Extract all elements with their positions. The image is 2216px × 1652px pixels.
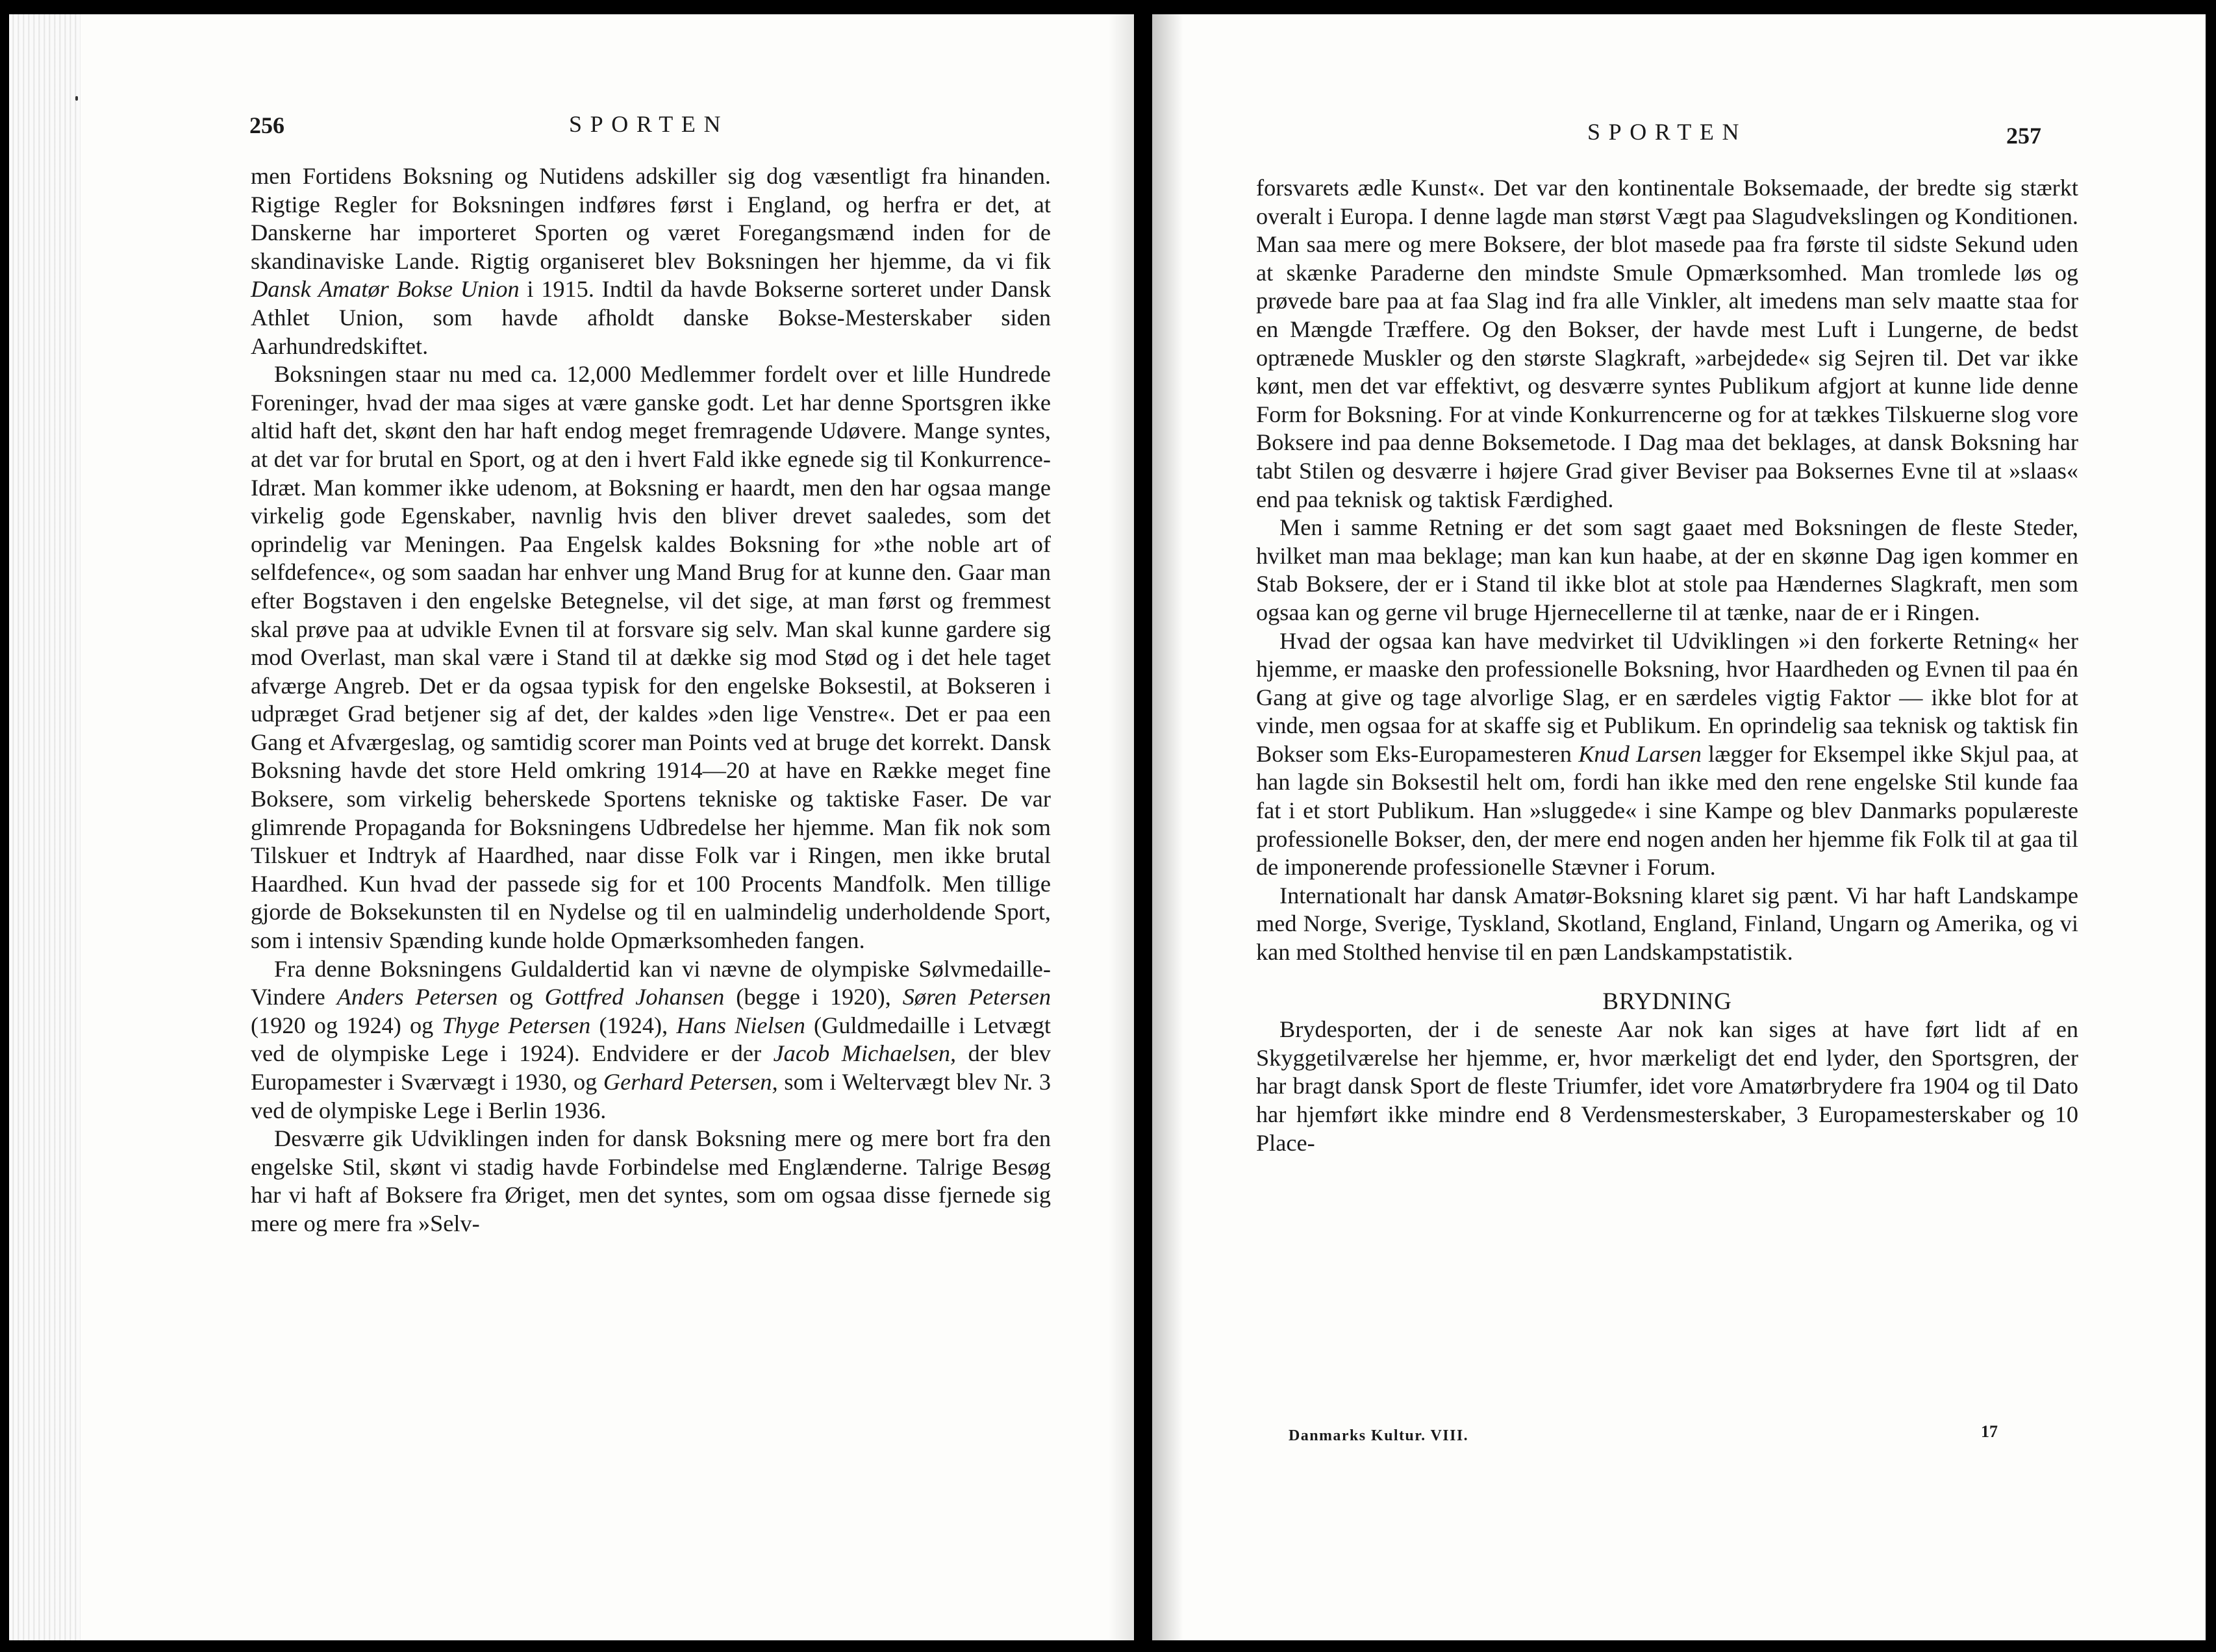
paragraph: Fra denne Boksningens Guldaldertid kan vi nævne de olympiske Sølvmedaille-Vindere Anders Petersen og Gottfred Johansen (begge i 1920), Søren Petersen (1920 og 1924) og Thyge Petersen (1924), Hans Nielsen (Guldmedaille i Letvægt ved de olympiske Lege i 1924). Endvidere er der Jacob Michaelsen, der blev Europamester i Sværvægt i 1930, og Gerhard Petersen, som i Weltervægt blev Nr. 3 ved de olympiske Lege i Berlin 1936. — [251, 955, 1051, 1123]
italic-name: Dansk Amatør Bokse Union — [251, 276, 520, 303]
body-text — [1256, 174, 2078, 1157]
running-head: SPORTEN — [569, 111, 729, 137]
italic-name: Jacob Michaelsen, — [773, 1040, 957, 1067]
italic-name: Anders Petersen — [336, 984, 498, 1010]
paragraph: Hvad der ogsaa kan have medvirket til Udviklingen »i den forkerte Retning« her hjemme, er maaske den professionelle Boksning, hvor Haardheden og Evnen til paa én Gang at give og tage alvorlige Slag, er en særdeles vigtig Faktor — ikke blot for at vinde, men ogsaa for at skaffe sig et Publikum. En oprindelig saa teknisk og taktisk fin Bokser som Eks-Europamesteren Knud Larsen lægger for Eksempel ikke Skjul paa, at han lagde sin Boksestil helt om, fordi han ikke med den rene engelske Stil kunde faa fat i et stort Publikum. Han »sluggede« i sine Kampe og blev Danmarks populæreste professionelle Bokser, den, der mere end nogen anden her hjemme fik Folk til at gaa til de imponerende professionelle Stævner i Forum. — [1256, 627, 2079, 881]
gutter-shadow — [1108, 14, 1134, 1640]
page-number: 256 — [249, 112, 284, 138]
running-head: SPORTEN — [1587, 119, 1748, 145]
section-heading: BRYDNING — [1602, 988, 1732, 1015]
body-text — [251, 162, 1051, 1238]
italic-name: Gottfred Johansen — [544, 984, 725, 1010]
paragraph: Boksningen staar nu med ca. 12,000 Medlemmer fordelt over et lille Hundrede Foreninger, hvad der maa siges at være ganske godt. Let har denne Sportsgren ikke altid haft det, skønt den har haft endog meget fremragende Udøvere. Mange syntes, at det var for brutal en Sport, og at den i hvert Fald ikke egnede sig til Konkurrence-Idræt. Man kommer ikke udenom, at Boksning er haardt, men den har ogsaa mange virkelig gode Egenskaber, navnlig hvis den bliver drevet saaledes, som det oprindelig var Meningen. Paa Engelsk kaldes Boksning for »the noble art of selfdefence«, og som saadan har enhver ung Mand Brug for at kunne den. Gaar man efter Bogstaven i den engelske Betegnelse, vil det sige, at man først og fremmest skal prøve paa at udvikle Evnen til at forsvare sig selv. Man skal kunne gardere sig mod Overlast, man skal være i Stand til at dække sig mod Stød og i det hele taget afværge Angreb. Det er da ogsaa typisk for den engelske Boksestil, at Bokseren i udpræget Grad betjener sig af det, der kaldes »den lige Venstre«. Det er paa een Gang et Afværgeslag, og samtidig scorer man Points ved at bruge det korrekt. Dansk Boksning havde det store Held omkring 1914—20 at have en Række meget fine Boksere, som virkelig beherskede Sportens tekniske og taktiske Faser. De var glimrende Propaganda for Boksningens Udbredelse her hjemme. Man fik nok som Tilskuer et Indtryk af Haardhed, naar disse Folk var i Ringen, men ikke brutal Haardhed. Kun hvad der passede sig for et 100 Procents Mandfolk. Men tillige gjorde de Boksekunsten til en Nydelse og til en ualmindelig underholdende Sport, som i intensiv Spænding kunde holde Opmærksomheden fangen. — [251, 361, 1051, 954]
paragraph: Internationalt har dansk Amatør-Boksning klaret sig pænt. Vi har haft Landskampe med Norge, Sverige, Tyskland, Skotland, England, Finland, Ungarn og Amerika, og vi kan med Stolthed henvise til en pæn Landskampstatistik. — [1256, 882, 2078, 966]
print-speck — [75, 96, 78, 101]
paragraph: Men i samme Retning er det som sagt gaaet med Boksningen de fleste Steder, hvilket man maa beklage; man kan kun haabe, at der en skønne Dag igen kommer en Stab Boksere, der er i Stand til ikke blot at stole paa Hændernes Slagkraft, men som ogsaa kan og gerne vil bruge Hjernecellerne til at tænke, naar de er i Ringen. — [1256, 514, 2078, 625]
italic-name: Knud Larsen — [1578, 740, 1702, 767]
left-page — [9, 14, 1134, 1640]
paragraph: Brydesporten, der i de seneste Aar nok kan siges at have ført lidt af en Skyggetilværelse her hjemme, er, hvor mærkeligt det end lyder, den Sportsgren, der har bragt dansk Sport de fleste Triumfer, idet vore Amatørbrydere fra 1904 og til Dato har hjemført ikke mindre end 8 Verdensmesterskaber, 3 Europamesterskaber og 10 Place- — [1256, 1016, 2078, 1156]
italic-name: Hans Nielsen — [676, 1012, 805, 1038]
footer-signature: Danmarks Kultur. VIII. — [1289, 1427, 1469, 1444]
paragraph: forsvarets ædle Kunst«. Det var den kontinentale Boksemaade, der bredte sig stærkt overalt i Europa. I denne lagde man størst Vægt paa Slagudvekslingen og Konditionen. Man saa mere og mere Boksere, der blot masede paa fra første til sidste Sekund uden at skænke Paraderne den mindste Smule Opmærksomhed. Man tromlede løs og prøvede bare paa at faa Slag ind fra alle Vinkler, alt imedens man selv maatte staa for en Mængde Træffere. Og den Bokser, der havde mest Luft i Lungerne, de bedst optrænede Muskler og den største Slagkraft, »arbejdede« sig Sejren til. Det var ikke kønt, men det var effektivt, og desværre syntes Publikum afgjort at kunne lide denne Form for Boksning. For at vinde Konkurrencerne og for at tækkes Tilskuerne slog vore Boksere ind paa denne Boksemetode. I Dag maa det beklages, at dansk Boksning har tabt Stilen og desværre i højere Grad giver Beviser paa Boksernes Evne til at »slaas« end paa teknisk og taktisk Færdighed. — [1256, 175, 2078, 512]
paragraph: men Fortidens Boksning og Nutidens adskiller sig dog væsentligt fra hinanden. Rigtige Regler for Boksningen indføres først i England, og herfra er det, at Danskerne har importeret Sporten og været Foregangsmænd inden for de skandinaviske Lande. Rigtig organiseret blev Boksningen her hjemme, da vi fik Dansk Amatør Bokse Union i 1915. Indtil da havde Bokserne sorteret under Dansk Athlet Union, som havde afholdt danske Bokse-Mesterskaber siden Aarhundredskiftet. — [251, 163, 1051, 359]
page-edge-stack — [9, 14, 81, 1640]
italic-name: Gerhard Petersen, — [603, 1069, 778, 1095]
footer-sheet-number: 17 — [1981, 1422, 1998, 1441]
gutter-shadow — [1152, 14, 1183, 1640]
right-page — [1152, 14, 2206, 1640]
italic-name: Søren Petersen — [902, 984, 1051, 1010]
paragraph: Desværre gik Udviklingen inden for dansk Boksning mere og mere bort fra den engelske Stil, skønt vi stadig havde Forbindelse med Englænderne. Talrige Besøg har vi haft af Boksere fra Øriget, men det syntes, som om ogsaa disse fjernede sig mere og mere fra »Selv- — [251, 1125, 1051, 1236]
page-number: 257 — [2006, 123, 2041, 149]
italic-name: Thyge Petersen — [442, 1012, 591, 1038]
